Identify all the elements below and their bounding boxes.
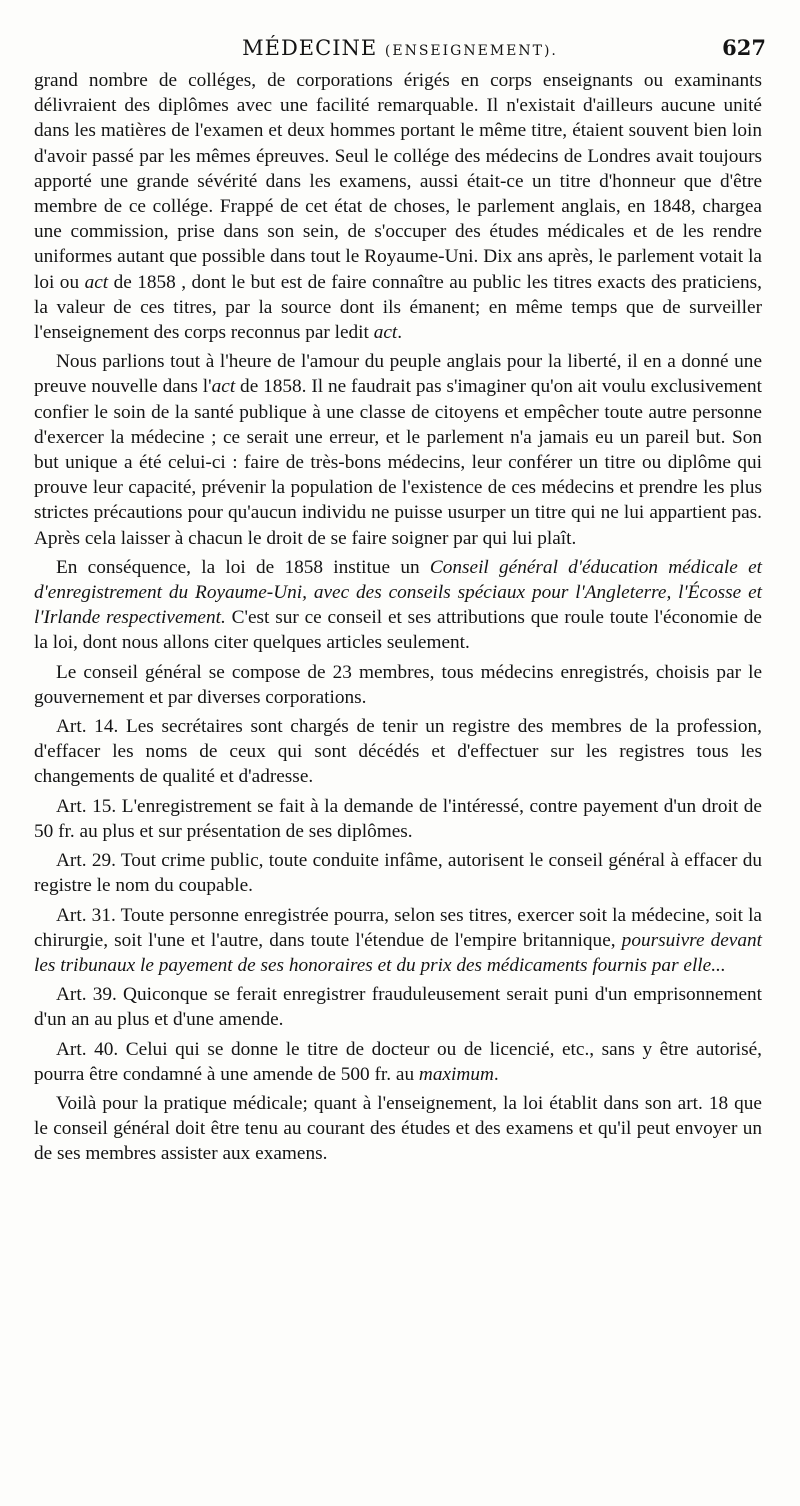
text-run: Art. 40. Celui qui se donne le titre de docteur ou de licencié, etc., sans y être autorisé, pourra être condamné à une amende de 500 fr. au [34,1038,762,1085]
text-run: Nous parlions tout à l'heure de l'amour du peuple anglais pour la liberté, il en a donné une preuve nouvelle dans l' [34,351,762,398]
paragraph [34,982,762,1032]
paragraph [34,903,762,979]
paragraph [34,555,762,656]
text-run: grand nombre de colléges, de corporations érigés en corps enseignants ou examinants délivraient des diplômes avec une facilité remarquable. Il n'existait d'ailleurs aucune unité dans les matières de l'examen et deux hommes portant le même titre, étaient souvent bien loin d'avoir passé par les mêmes épreuves. Seul le collége des médecins de Londres avait toujours apporté une grande sévérité dans les examens, aussi était-ce un titre d'honneur que d'être membre de ce collége. Frappé de cet état de choses, le parlement anglais, en 1848, chargea une commission, prise dans son sein, de s'occuper des études médicales et de les rendre uniformes autant que possible dans tout le Royaume-Uni. Dix ans après, le parlement votait la loi ou [34,70,762,293]
running-header [34,34,766,62]
text-run: . [493,1063,499,1085]
header-title [34,34,766,65]
text-run: Art. 15. L'enregistrement se fait à la demande de l'intéressé, contre payement d'un droit de 50 fr. au plus et sur présentation de ses diplômes. [34,795,762,842]
text-run: Art. 29. Tout crime public, toute conduite infâme, autorisent le conseil général à effacer du registre le nom du coupable. [34,850,762,897]
text-run: de 1858. Il ne faudrait pas s'imaginer qu'on ait voulu exclusivement confier le soin de la santé publique à une classe de citoyens et empêcher toute autre personne d'exercer la médecine ; ce serait une erreur, et le parlement n'a jamais eu un pareil but. Son but unique a été celui-ci : faire de très-bons médecins, leur conférer un titre ou diplôme qui prouve leur capacité, prévenir la population de l'existence de ces médecins et prendre les plus strictes précautions pour qu'aucun individu ne puisse usurper un titre qui ne lui appartient pas. Après cela laisser à chacun le droit de se faire soigner par qui lui plaît. [34,376,762,549]
text-run: Le conseil général se compose de 23 membres, tous médecins enregistrés, choisis par le gouvernement et par diverses corporations. [34,661,762,708]
italic-text: act [84,271,109,293]
header-title-sub: (ENSEIGNEMENT). [384,43,558,59]
paragraph [34,1091,762,1167]
italic-text: act [373,322,398,344]
paragraph [34,1037,762,1087]
italic-text: act [211,376,236,398]
text-run: C'est sur ce conseil et ses attributions que roule toute l'économie de la loi, dont nous allons citer quelques articles seulement. [34,607,762,654]
header-title-main: MÉDECINE [242,36,378,60]
text-run: de 1858 , dont le but est de faire connaître au public les titres exacts des praticiens, la valeur de ces titres, par la source dont ils émanent; en même temps que de surveiller l'enseignement des corps reconnus par ledit [34,271,762,344]
text-run: Art. 31. Toute personne enregistrée pourra, selon ses titres, exercer soit la médecine, soit la chirurgie, soit l'une et l'autre, dans toute l'étendue de l'empire britannique, [34,904,762,951]
paragraph [34,68,762,345]
paragraph [34,714,762,790]
body-text [34,68,762,1171]
text-run: En conséquence, la loi de 1858 institue un [56,556,430,578]
paragraph [34,794,762,844]
text-run: Voilà pour la pratique médicale; quant à l'enseignement, la loi établit dans son art. 18 que le conseil général doit être tenu au courant des études et des examens et qu'il peut envoyer un de ses membres assister aux examens. [34,1092,762,1165]
italic-text: Conseil général d'éducation médicale et d'enregistrement du Royaume-Uni, avec des conseils spéciaux pour l'Angleterre, l'Écosse et l'Irlande respectivement. [34,556,762,629]
text-run: Art. 14. Les secrétaires sont chargés de tenir un registre des membres de la profession, d'effacer les noms de ceux qui sont décédés et d'effectuer sur les registres tous les changements de qualité et d'adresse. [34,716,762,788]
paragraph [34,660,762,710]
text-run: . [397,322,403,344]
paragraph [34,349,762,551]
text-run: Art. 39. Quiconque se ferait enregistrer frauduleusement serait puni d'un emprisonnement d'un an au plus et d'une amende. [34,984,762,1031]
paragraph [34,848,762,898]
italic-text: maximum [418,1063,494,1085]
italic-text: poursuivre devant les tribunaux le payement de ses honoraires et du prix des médicaments fournis par elle... [34,929,762,976]
page-number: 627 [722,35,766,60]
